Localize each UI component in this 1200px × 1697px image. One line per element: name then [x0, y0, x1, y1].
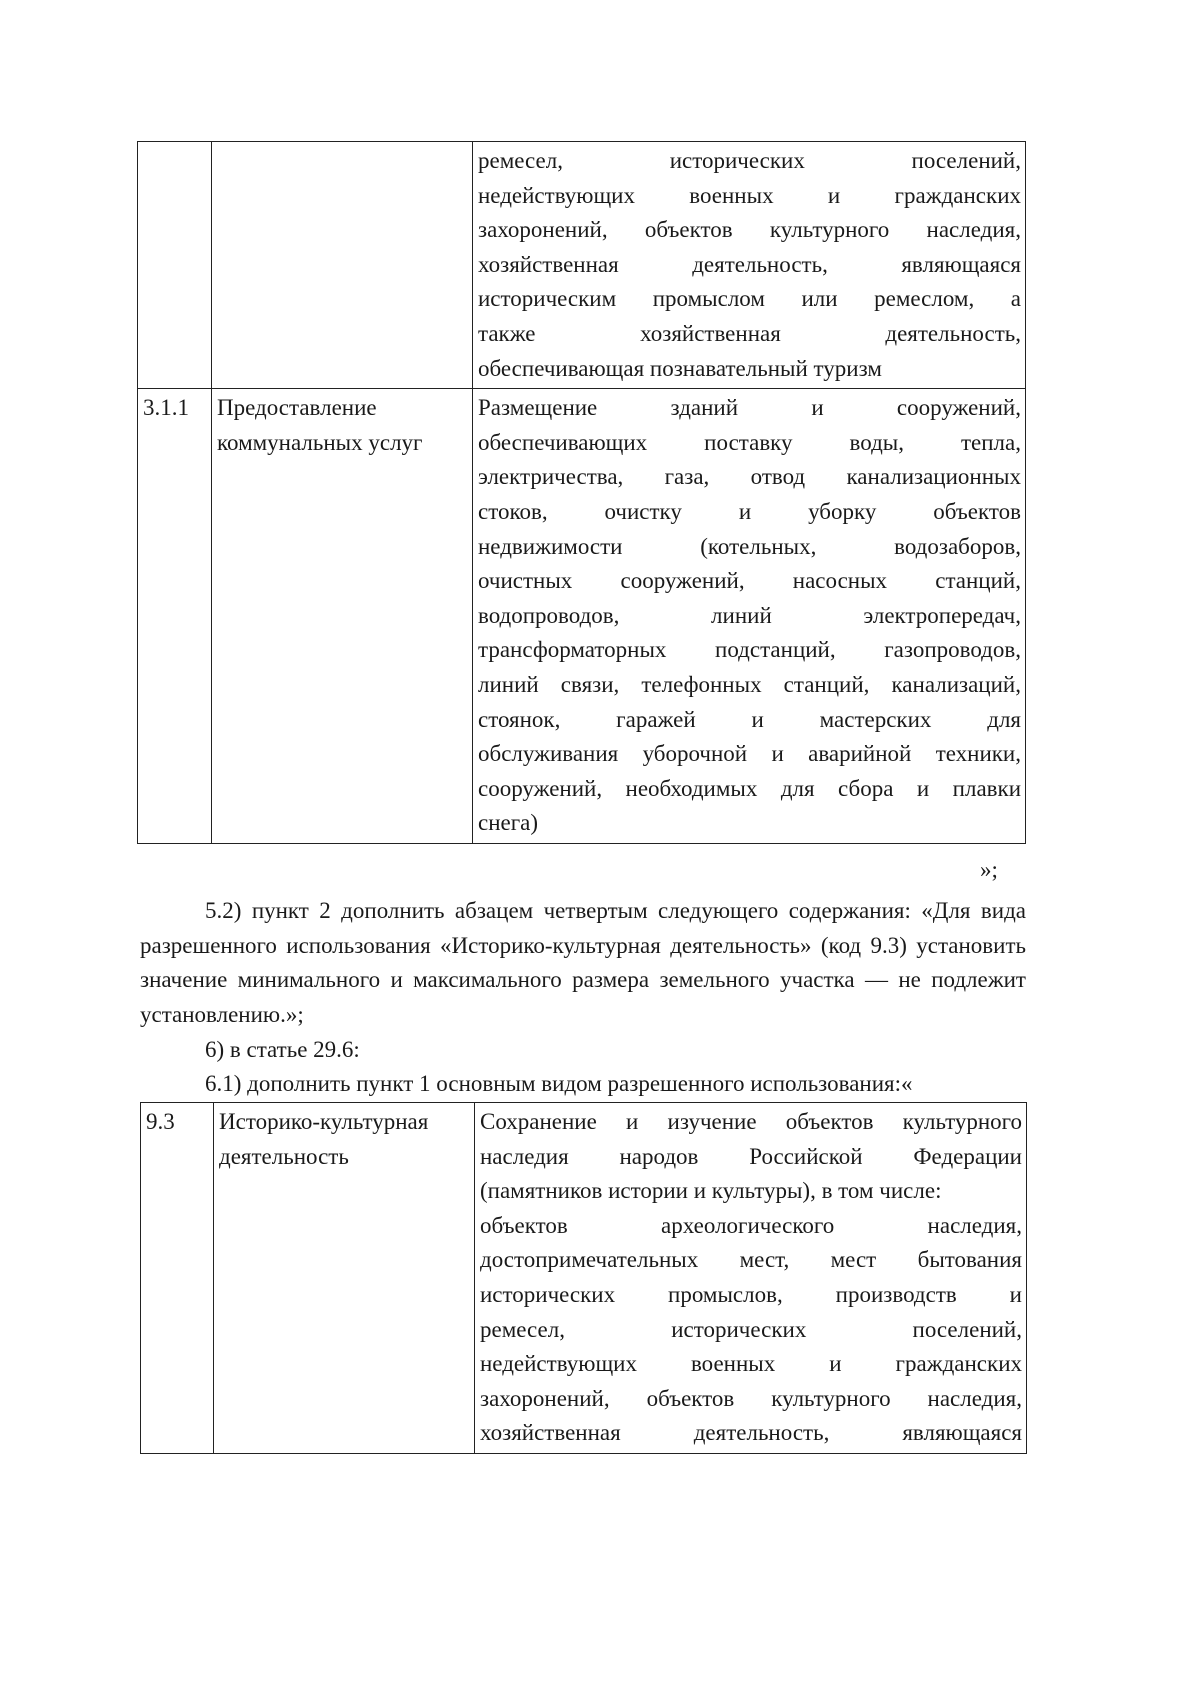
description-line: ремесел, исторических поселений,	[478, 148, 1021, 173]
description-line: недействующих военных и гражданских	[480, 1351, 1022, 1377]
description-cell	[473, 389, 1026, 844]
description-line: недействующих военных и гражданских	[478, 182, 1021, 208]
description-line: Размещение зданий и сооружений,	[478, 395, 1021, 421]
description-line: недвижимости (котельных, водозаборов,	[478, 533, 1021, 559]
description-line: электричества, газа, отвод канализационных	[478, 464, 1021, 490]
table-row	[141, 1103, 1027, 1454]
description-line: обслуживания уборочной и аварийной техники,	[478, 741, 1021, 767]
description-line: Сохранение и изучение объектов культурного	[480, 1109, 1022, 1134]
description-cell	[475, 1103, 1027, 1454]
description-line: стоков, очистку и уборку объектов	[478, 498, 1021, 524]
description-line: (памятников истории и культуры), в том числе:	[480, 1178, 942, 1204]
table-row	[138, 389, 1026, 844]
description-line: снега)	[478, 810, 539, 836]
paragraph-6-1: 6.1) дополнить пункт 1 основным видом разрешенного использования:«	[205, 1071, 913, 1096]
description-line: хозяйственная деятельность, являющаяся	[478, 251, 1021, 277]
paragraph-5-2: 5.2) пункт 2 дополнить абзацем четвертым следующего содержания: «Для вида разрешенного использования «Историко-культурная деятельность» (код 9.3) установить значение минимального и максимального размера земельного участка — не подлежит установлению.»;	[140, 898, 1026, 1027]
description-line: ремесел, исторических поселений,	[480, 1316, 1022, 1342]
land-use-table-1	[137, 141, 1026, 844]
description-line: достопримечательных мест, мест бытования	[480, 1247, 1022, 1273]
land-use-table-2	[140, 1102, 1027, 1454]
description-line: хозяйственная деятельность, являющаяся	[480, 1420, 1022, 1446]
description-cell	[473, 142, 1026, 389]
code-cell: 9.3	[141, 1103, 214, 1454]
description-line: захоронений, объектов культурного наследия,	[478, 217, 1021, 243]
description-line: обеспечивающих поставку воды, тепла,	[478, 429, 1021, 455]
description-line: исторических промыслов, производств и	[480, 1281, 1022, 1307]
description-line: очистных сооружений, насосных станций,	[478, 568, 1021, 594]
description-line: сооружений, необходимых для сбора и плавки	[478, 775, 1021, 801]
description-line: линий связи, телефонных станций, канализаций,	[478, 671, 1021, 697]
table-row	[138, 142, 1026, 389]
description-line: обеспечивающая познавательный туризм	[478, 355, 882, 381]
paragraph-6: 6) в статье 29.6:	[205, 1037, 360, 1062]
name-cell: Историко-культурная деятельность	[214, 1103, 475, 1454]
code-cell: 3.1.1	[138, 389, 212, 844]
closing-quote: »;	[980, 857, 998, 882]
code-cell	[138, 142, 212, 389]
description-line: водопроводов, линий электропередач,	[478, 602, 1021, 628]
description-line: объектов археологического наследия,	[480, 1212, 1022, 1238]
name-cell: Предоставление коммунальных услуг	[212, 389, 473, 844]
description-line: трансформаторных подстанций, газопроводов,	[478, 637, 1021, 663]
name-cell	[212, 142, 473, 389]
description-line: стоянок, гаражей и мастерских для	[478, 706, 1021, 732]
description-line: наследия народов Российской Федерации	[480, 1143, 1022, 1169]
description-line: также хозяйственная деятельность,	[478, 320, 1021, 346]
description-line: историческим промыслом или ремеслом, а	[478, 286, 1021, 312]
description-line: захоронений, объектов культурного наследия,	[480, 1385, 1022, 1411]
